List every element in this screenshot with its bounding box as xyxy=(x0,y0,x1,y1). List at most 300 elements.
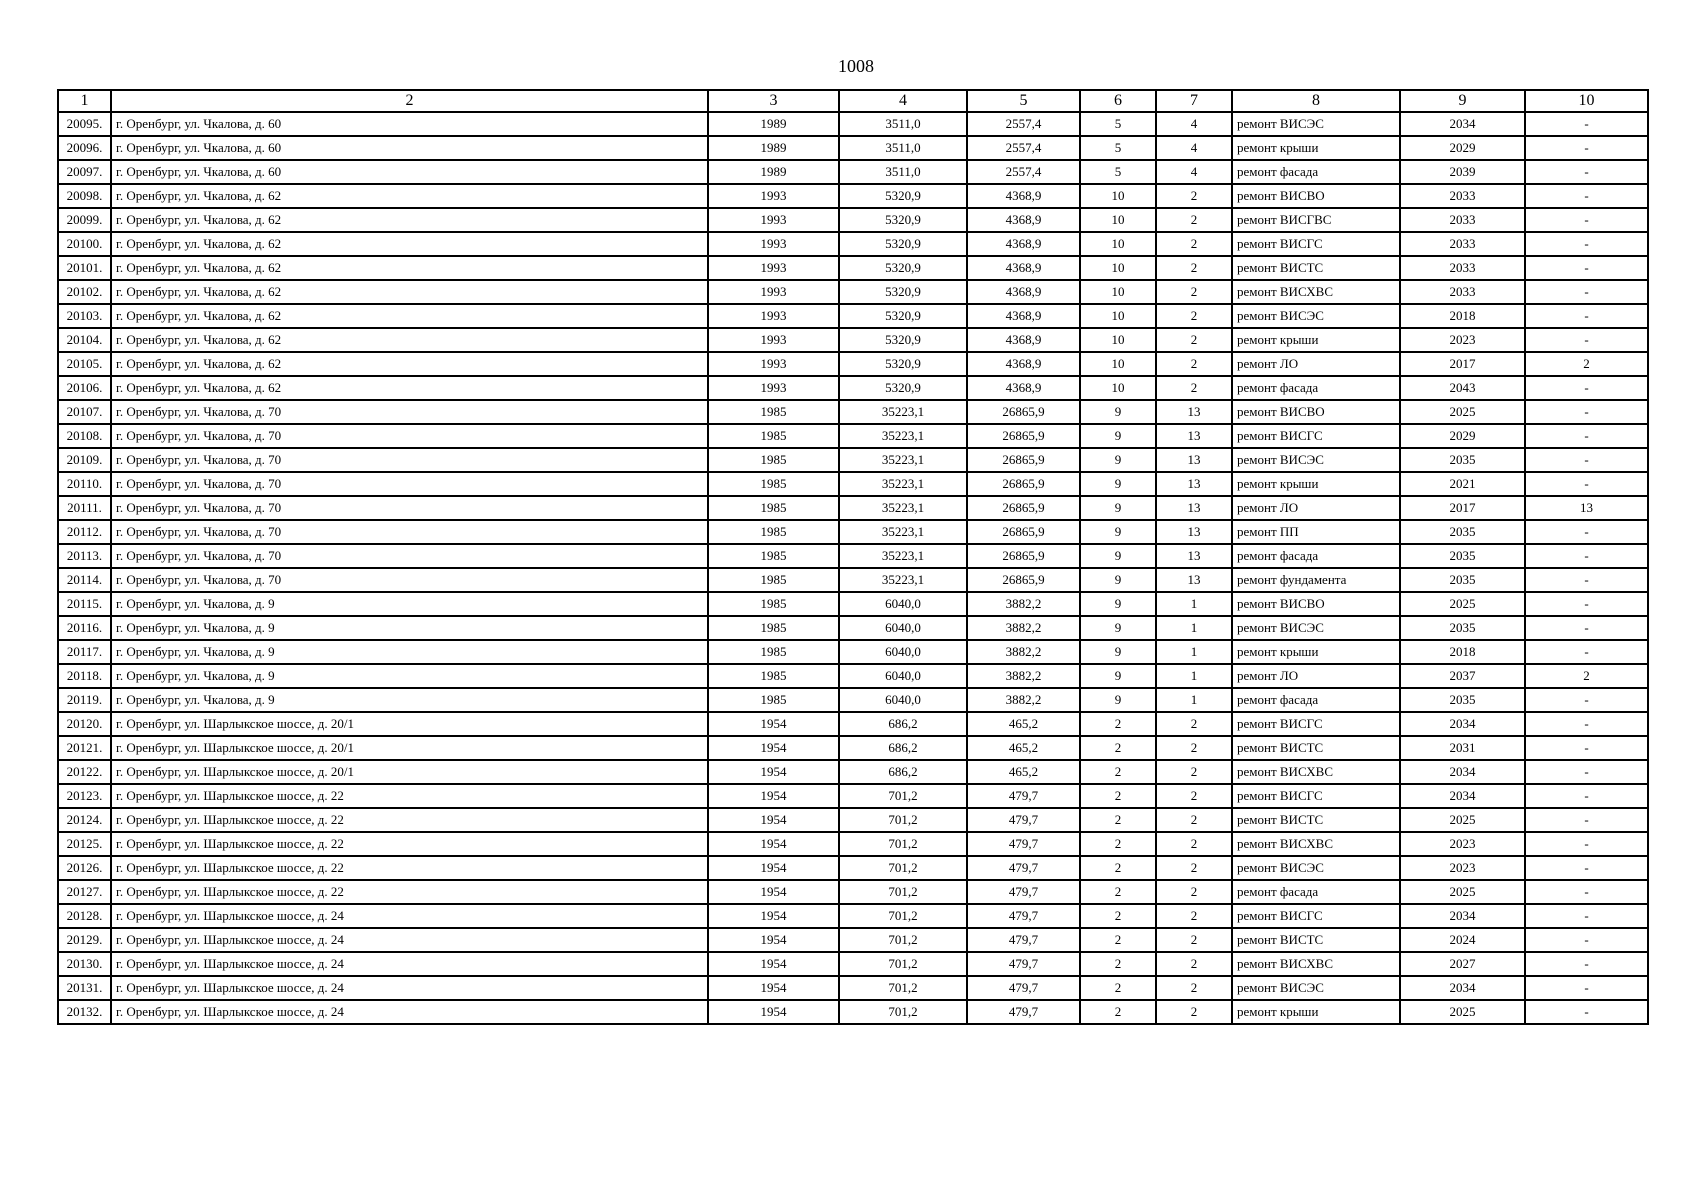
cell-living-area: 3882,2 xyxy=(967,592,1080,616)
cell-row-number: 20119. xyxy=(58,688,111,712)
table-row xyxy=(58,160,1648,184)
cell-entrances: 2 xyxy=(1156,1000,1232,1024)
cell-floors: 9 xyxy=(1080,448,1156,472)
cell-floors: 9 xyxy=(1080,472,1156,496)
cell-build-year: 1985 xyxy=(708,664,839,688)
cell-total-area: 5320,9 xyxy=(839,376,967,400)
cell-total-area: 701,2 xyxy=(839,784,967,808)
cell-entrances: 2 xyxy=(1156,184,1232,208)
cell-floors: 2 xyxy=(1080,928,1156,952)
column-header-1: 1 xyxy=(58,90,111,112)
cell-work-type: ремонт ВИСГС xyxy=(1232,424,1400,448)
cell-floors: 10 xyxy=(1080,208,1156,232)
cell-note: - xyxy=(1525,832,1648,856)
cell-build-year: 1954 xyxy=(708,928,839,952)
cell-note: - xyxy=(1525,376,1648,400)
cell-planned-year: 2039 xyxy=(1400,160,1525,184)
cell-entrances: 2 xyxy=(1156,928,1232,952)
cell-work-type: ремонт ВИСТС xyxy=(1232,808,1400,832)
cell-build-year: 1985 xyxy=(708,568,839,592)
cell-work-type: ремонт ВИСХВС xyxy=(1232,832,1400,856)
cell-total-area: 701,2 xyxy=(839,832,967,856)
cell-build-year: 1993 xyxy=(708,376,839,400)
cell-build-year: 1993 xyxy=(708,328,839,352)
cell-work-type: ремонт ВИСЭС xyxy=(1232,304,1400,328)
cell-build-year: 1985 xyxy=(708,616,839,640)
cell-build-year: 1993 xyxy=(708,280,839,304)
cell-build-year: 1993 xyxy=(708,352,839,376)
cell-total-area: 5320,9 xyxy=(839,352,967,376)
cell-build-year: 1993 xyxy=(708,304,839,328)
cell-living-area: 2557,4 xyxy=(967,160,1080,184)
cell-row-number: 20125. xyxy=(58,832,111,856)
column-header-6: 6 xyxy=(1080,90,1156,112)
cell-living-area: 26865,9 xyxy=(967,400,1080,424)
cell-entrances: 13 xyxy=(1156,520,1232,544)
cell-floors: 9 xyxy=(1080,592,1156,616)
cell-total-area: 5320,9 xyxy=(839,184,967,208)
cell-row-number: 20096. xyxy=(58,136,111,160)
table-row xyxy=(58,712,1648,736)
cell-row-number: 20117. xyxy=(58,640,111,664)
cell-planned-year: 2025 xyxy=(1400,808,1525,832)
table-row xyxy=(58,880,1648,904)
cell-total-area: 5320,9 xyxy=(839,208,967,232)
cell-note: - xyxy=(1525,328,1648,352)
cell-planned-year: 2033 xyxy=(1400,184,1525,208)
page-number: 1008 xyxy=(838,56,874,76)
cell-address: г. Оренбург, ул. Шарлыкское шоссе, д. 24 xyxy=(111,904,708,928)
cell-floors: 9 xyxy=(1080,400,1156,424)
cell-note: - xyxy=(1525,736,1648,760)
cell-total-area: 6040,0 xyxy=(839,688,967,712)
table-row xyxy=(58,400,1648,424)
table-row xyxy=(58,616,1648,640)
cell-entrances: 2 xyxy=(1156,904,1232,928)
cell-note: - xyxy=(1525,136,1648,160)
cell-row-number: 20113. xyxy=(58,544,111,568)
cell-note: - xyxy=(1525,592,1648,616)
cell-living-area: 479,7 xyxy=(967,952,1080,976)
cell-living-area: 479,7 xyxy=(967,808,1080,832)
table-header xyxy=(58,90,1648,112)
cell-total-area: 701,2 xyxy=(839,808,967,832)
table-row xyxy=(58,736,1648,760)
cell-living-area: 3882,2 xyxy=(967,688,1080,712)
cell-address: г. Оренбург, ул. Чкалова, д. 70 xyxy=(111,448,708,472)
cell-note: - xyxy=(1525,472,1648,496)
cell-address: г. Оренбург, ул. Чкалова, д. 62 xyxy=(111,208,708,232)
cell-entrances: 13 xyxy=(1156,472,1232,496)
cell-work-type: ремонт ВИСТС xyxy=(1232,256,1400,280)
cell-work-type: ремонт фасада xyxy=(1232,160,1400,184)
cell-build-year: 1985 xyxy=(708,592,839,616)
cell-build-year: 1985 xyxy=(708,472,839,496)
cell-note: - xyxy=(1525,544,1648,568)
cell-floors: 2 xyxy=(1080,760,1156,784)
repair-registry-table xyxy=(57,89,1649,1025)
cell-address: г. Оренбург, ул. Чкалова, д. 70 xyxy=(111,544,708,568)
cell-living-area: 465,2 xyxy=(967,712,1080,736)
cell-planned-year: 2018 xyxy=(1400,640,1525,664)
cell-living-area: 26865,9 xyxy=(967,544,1080,568)
cell-address: г. Оренбург, ул. Чкалова, д. 70 xyxy=(111,496,708,520)
cell-entrances: 2 xyxy=(1156,952,1232,976)
cell-row-number: 20128. xyxy=(58,904,111,928)
cell-note: - xyxy=(1525,304,1648,328)
cell-work-type: ремонт ЛО xyxy=(1232,352,1400,376)
table-row xyxy=(58,664,1648,688)
cell-build-year: 1989 xyxy=(708,112,839,136)
cell-entrances: 2 xyxy=(1156,352,1232,376)
cell-work-type: ремонт ВИСТС xyxy=(1232,928,1400,952)
cell-work-type: ремонт ВИСТС xyxy=(1232,736,1400,760)
cell-build-year: 1954 xyxy=(708,736,839,760)
cell-build-year: 1985 xyxy=(708,424,839,448)
cell-build-year: 1954 xyxy=(708,784,839,808)
cell-floors: 10 xyxy=(1080,184,1156,208)
table-row xyxy=(58,592,1648,616)
cell-living-area: 26865,9 xyxy=(967,496,1080,520)
cell-work-type: ремонт крыши xyxy=(1232,640,1400,664)
cell-note: - xyxy=(1525,256,1648,280)
cell-total-area: 701,2 xyxy=(839,880,967,904)
column-header-3: 3 xyxy=(708,90,839,112)
column-header-2: 2 xyxy=(111,90,708,112)
table-row xyxy=(58,448,1648,472)
table-row xyxy=(58,328,1648,352)
cell-total-area: 3511,0 xyxy=(839,112,967,136)
cell-work-type: ремонт ЛО xyxy=(1232,496,1400,520)
cell-floors: 9 xyxy=(1080,424,1156,448)
cell-planned-year: 2033 xyxy=(1400,232,1525,256)
cell-planned-year: 2037 xyxy=(1400,664,1525,688)
cell-total-area: 35223,1 xyxy=(839,448,967,472)
cell-work-type: ремонт фасада xyxy=(1232,688,1400,712)
cell-living-area: 3882,2 xyxy=(967,616,1080,640)
cell-planned-year: 2023 xyxy=(1400,856,1525,880)
cell-note: - xyxy=(1525,1000,1648,1024)
table-row xyxy=(58,256,1648,280)
cell-row-number: 20122. xyxy=(58,760,111,784)
cell-row-number: 20100. xyxy=(58,232,111,256)
column-header-10: 10 xyxy=(1525,90,1648,112)
cell-total-area: 5320,9 xyxy=(839,304,967,328)
cell-work-type: ремонт ВИСЭС xyxy=(1232,856,1400,880)
cell-total-area: 5320,9 xyxy=(839,256,967,280)
cell-planned-year: 2023 xyxy=(1400,832,1525,856)
cell-floors: 10 xyxy=(1080,256,1156,280)
cell-row-number: 20115. xyxy=(58,592,111,616)
cell-row-number: 20101. xyxy=(58,256,111,280)
cell-entrances: 2 xyxy=(1156,736,1232,760)
cell-row-number: 20114. xyxy=(58,568,111,592)
cell-work-type: ремонт ВИСХВС xyxy=(1232,952,1400,976)
cell-build-year: 1954 xyxy=(708,904,839,928)
cell-note: - xyxy=(1525,904,1648,928)
cell-entrances: 2 xyxy=(1156,280,1232,304)
cell-note: - xyxy=(1525,784,1648,808)
cell-planned-year: 2025 xyxy=(1400,592,1525,616)
cell-entrances: 4 xyxy=(1156,160,1232,184)
cell-note: - xyxy=(1525,184,1648,208)
cell-floors: 5 xyxy=(1080,160,1156,184)
cell-address: г. Оренбург, ул. Чкалова, д. 70 xyxy=(111,400,708,424)
cell-living-area: 465,2 xyxy=(967,760,1080,784)
table-row xyxy=(58,640,1648,664)
cell-address: г. Оренбург, ул. Шарлыкское шоссе, д. 24 xyxy=(111,952,708,976)
cell-build-year: 1985 xyxy=(708,496,839,520)
cell-total-area: 6040,0 xyxy=(839,616,967,640)
table-row xyxy=(58,136,1648,160)
cell-work-type: ремонт ВИСГС xyxy=(1232,712,1400,736)
cell-floors: 9 xyxy=(1080,616,1156,640)
cell-row-number: 20097. xyxy=(58,160,111,184)
cell-floors: 2 xyxy=(1080,904,1156,928)
cell-address: г. Оренбург, ул. Шарлыкское шоссе, д. 22 xyxy=(111,784,708,808)
cell-living-area: 4368,9 xyxy=(967,208,1080,232)
table-row xyxy=(58,904,1648,928)
cell-total-area: 686,2 xyxy=(839,760,967,784)
table-row xyxy=(58,424,1648,448)
cell-entrances: 1 xyxy=(1156,664,1232,688)
cell-row-number: 20130. xyxy=(58,952,111,976)
cell-floors: 2 xyxy=(1080,736,1156,760)
cell-build-year: 1993 xyxy=(708,256,839,280)
cell-entrances: 2 xyxy=(1156,760,1232,784)
cell-planned-year: 2035 xyxy=(1400,448,1525,472)
cell-work-type: ремонт фасада xyxy=(1232,544,1400,568)
cell-planned-year: 2035 xyxy=(1400,616,1525,640)
cell-planned-year: 2035 xyxy=(1400,544,1525,568)
table-row xyxy=(58,496,1648,520)
cell-floors: 5 xyxy=(1080,136,1156,160)
cell-address: г. Оренбург, ул. Чкалова, д. 70 xyxy=(111,568,708,592)
cell-total-area: 5320,9 xyxy=(839,232,967,256)
cell-address: г. Оренбург, ул. Чкалова, д. 62 xyxy=(111,256,708,280)
table-row xyxy=(58,520,1648,544)
cell-row-number: 20120. xyxy=(58,712,111,736)
cell-work-type: ремонт фасада xyxy=(1232,880,1400,904)
cell-row-number: 20116. xyxy=(58,616,111,640)
cell-row-number: 20112. xyxy=(58,520,111,544)
cell-entrances: 2 xyxy=(1156,304,1232,328)
cell-row-number: 20108. xyxy=(58,424,111,448)
cell-row-number: 20098. xyxy=(58,184,111,208)
cell-note: - xyxy=(1525,856,1648,880)
cell-build-year: 1954 xyxy=(708,1000,839,1024)
cell-total-area: 6040,0 xyxy=(839,592,967,616)
cell-build-year: 1989 xyxy=(708,160,839,184)
cell-entrances: 1 xyxy=(1156,640,1232,664)
cell-note: - xyxy=(1525,424,1648,448)
cell-build-year: 1954 xyxy=(708,976,839,1000)
cell-planned-year: 2017 xyxy=(1400,496,1525,520)
table-row xyxy=(58,1000,1648,1024)
cell-work-type: ремонт фундамента xyxy=(1232,568,1400,592)
cell-note: - xyxy=(1525,640,1648,664)
cell-entrances: 13 xyxy=(1156,544,1232,568)
cell-living-area: 3882,2 xyxy=(967,664,1080,688)
column-header-4: 4 xyxy=(839,90,967,112)
table-row xyxy=(58,784,1648,808)
cell-note: - xyxy=(1525,280,1648,304)
table-row xyxy=(58,376,1648,400)
cell-planned-year: 2033 xyxy=(1400,280,1525,304)
cell-entrances: 2 xyxy=(1156,256,1232,280)
cell-address: г. Оренбург, ул. Шарлыкское шоссе, д. 20/1 xyxy=(111,760,708,784)
cell-address: г. Оренбург, ул. Чкалова, д. 62 xyxy=(111,184,708,208)
cell-note: - xyxy=(1525,880,1648,904)
cell-living-area: 4368,9 xyxy=(967,280,1080,304)
cell-planned-year: 2017 xyxy=(1400,352,1525,376)
cell-build-year: 1954 xyxy=(708,880,839,904)
cell-planned-year: 2035 xyxy=(1400,568,1525,592)
cell-floors: 9 xyxy=(1080,520,1156,544)
cell-work-type: ремонт ВИСЭС xyxy=(1232,112,1400,136)
cell-living-area: 479,7 xyxy=(967,904,1080,928)
cell-address: г. Оренбург, ул. Шарлыкское шоссе, д. 22 xyxy=(111,880,708,904)
cell-floors: 10 xyxy=(1080,328,1156,352)
cell-address: г. Оренбург, ул. Чкалова, д. 9 xyxy=(111,592,708,616)
cell-living-area: 465,2 xyxy=(967,736,1080,760)
cell-planned-year: 2033 xyxy=(1400,256,1525,280)
cell-planned-year: 2027 xyxy=(1400,952,1525,976)
table-row xyxy=(58,280,1648,304)
cell-address: г. Оренбург, ул. Чкалова, д. 60 xyxy=(111,160,708,184)
cell-planned-year: 2034 xyxy=(1400,904,1525,928)
cell-build-year: 1954 xyxy=(708,832,839,856)
cell-planned-year: 2029 xyxy=(1400,424,1525,448)
cell-entrances: 2 xyxy=(1156,808,1232,832)
table-row xyxy=(58,952,1648,976)
cell-planned-year: 2035 xyxy=(1400,688,1525,712)
table-row xyxy=(58,832,1648,856)
cell-note: - xyxy=(1525,112,1648,136)
cell-work-type: ремонт ВИСГС xyxy=(1232,232,1400,256)
table-row xyxy=(58,928,1648,952)
table-row xyxy=(58,208,1648,232)
cell-note: - xyxy=(1525,616,1648,640)
column-header-7: 7 xyxy=(1156,90,1232,112)
cell-floors: 9 xyxy=(1080,688,1156,712)
cell-entrances: 13 xyxy=(1156,496,1232,520)
cell-entrances: 13 xyxy=(1156,400,1232,424)
cell-total-area: 6040,0 xyxy=(839,640,967,664)
cell-planned-year: 2018 xyxy=(1400,304,1525,328)
cell-total-area: 35223,1 xyxy=(839,496,967,520)
table-row xyxy=(58,688,1648,712)
cell-build-year: 1954 xyxy=(708,760,839,784)
cell-build-year: 1985 xyxy=(708,544,839,568)
cell-work-type: ремонт ЛО xyxy=(1232,664,1400,688)
cell-floors: 5 xyxy=(1080,112,1156,136)
cell-work-type: ремонт фасада xyxy=(1232,376,1400,400)
cell-row-number: 20103. xyxy=(58,304,111,328)
cell-row-number: 20102. xyxy=(58,280,111,304)
cell-build-year: 1954 xyxy=(708,808,839,832)
cell-address: г. Оренбург, ул. Чкалова, д. 62 xyxy=(111,352,708,376)
cell-entrances: 1 xyxy=(1156,592,1232,616)
cell-row-number: 20104. xyxy=(58,328,111,352)
cell-build-year: 1993 xyxy=(708,184,839,208)
cell-work-type: ремонт ПП xyxy=(1232,520,1400,544)
cell-address: г. Оренбург, ул. Чкалова, д. 9 xyxy=(111,688,708,712)
cell-address: г. Оренбург, ул. Чкалова, д. 60 xyxy=(111,112,708,136)
cell-living-area: 479,7 xyxy=(967,976,1080,1000)
cell-address: г. Оренбург, ул. Шарлыкское шоссе, д. 20/1 xyxy=(111,712,708,736)
cell-row-number: 20127. xyxy=(58,880,111,904)
cell-address: г. Оренбург, ул. Чкалова, д. 70 xyxy=(111,472,708,496)
cell-address: г. Оренбург, ул. Шарлыкское шоссе, д. 24 xyxy=(111,976,708,1000)
cell-living-area: 479,7 xyxy=(967,880,1080,904)
cell-total-area: 701,2 xyxy=(839,904,967,928)
cell-floors: 10 xyxy=(1080,376,1156,400)
cell-planned-year: 2021 xyxy=(1400,472,1525,496)
cell-row-number: 20111. xyxy=(58,496,111,520)
cell-work-type: ремонт ВИСЭС xyxy=(1232,448,1400,472)
cell-work-type: ремонт ВИСЭС xyxy=(1232,616,1400,640)
cell-note: - xyxy=(1525,952,1648,976)
cell-note: - xyxy=(1525,712,1648,736)
cell-address: г. Оренбург, ул. Шарлыкское шоссе, д. 24 xyxy=(111,1000,708,1024)
cell-address: г. Оренбург, ул. Чкалова, д. 9 xyxy=(111,616,708,640)
cell-floors: 9 xyxy=(1080,640,1156,664)
table-row xyxy=(58,232,1648,256)
cell-living-area: 4368,9 xyxy=(967,304,1080,328)
cell-living-area: 26865,9 xyxy=(967,520,1080,544)
cell-note: 2 xyxy=(1525,352,1648,376)
cell-total-area: 5320,9 xyxy=(839,280,967,304)
cell-build-year: 1954 xyxy=(708,952,839,976)
table-row xyxy=(58,352,1648,376)
cell-work-type: ремонт ВИСГС xyxy=(1232,904,1400,928)
cell-row-number: 20107. xyxy=(58,400,111,424)
cell-row-number: 20099. xyxy=(58,208,111,232)
cell-build-year: 1993 xyxy=(708,208,839,232)
cell-entrances: 1 xyxy=(1156,688,1232,712)
cell-planned-year: 2034 xyxy=(1400,976,1525,1000)
cell-entrances: 2 xyxy=(1156,232,1232,256)
cell-living-area: 4368,9 xyxy=(967,232,1080,256)
table-row xyxy=(58,304,1648,328)
cell-living-area: 2557,4 xyxy=(967,112,1080,136)
cell-total-area: 35223,1 xyxy=(839,520,967,544)
cell-total-area: 35223,1 xyxy=(839,424,967,448)
cell-address: г. Оренбург, ул. Чкалова, д. 62 xyxy=(111,304,708,328)
cell-row-number: 20129. xyxy=(58,928,111,952)
cell-total-area: 35223,1 xyxy=(839,400,967,424)
table-row xyxy=(58,184,1648,208)
cell-floors: 2 xyxy=(1080,784,1156,808)
cell-living-area: 26865,9 xyxy=(967,472,1080,496)
table-row xyxy=(58,472,1648,496)
cell-living-area: 479,7 xyxy=(967,784,1080,808)
cell-row-number: 20124. xyxy=(58,808,111,832)
cell-address: г. Оренбург, ул. Чкалова, д. 62 xyxy=(111,232,708,256)
header-row xyxy=(58,90,1648,112)
cell-note: - xyxy=(1525,760,1648,784)
cell-entrances: 13 xyxy=(1156,568,1232,592)
cell-note: - xyxy=(1525,208,1648,232)
cell-planned-year: 2033 xyxy=(1400,208,1525,232)
cell-note: 2 xyxy=(1525,664,1648,688)
cell-row-number: 20095. xyxy=(58,112,111,136)
cell-living-area: 479,7 xyxy=(967,856,1080,880)
cell-entrances: 2 xyxy=(1156,784,1232,808)
cell-living-area: 26865,9 xyxy=(967,448,1080,472)
cell-build-year: 1985 xyxy=(708,448,839,472)
